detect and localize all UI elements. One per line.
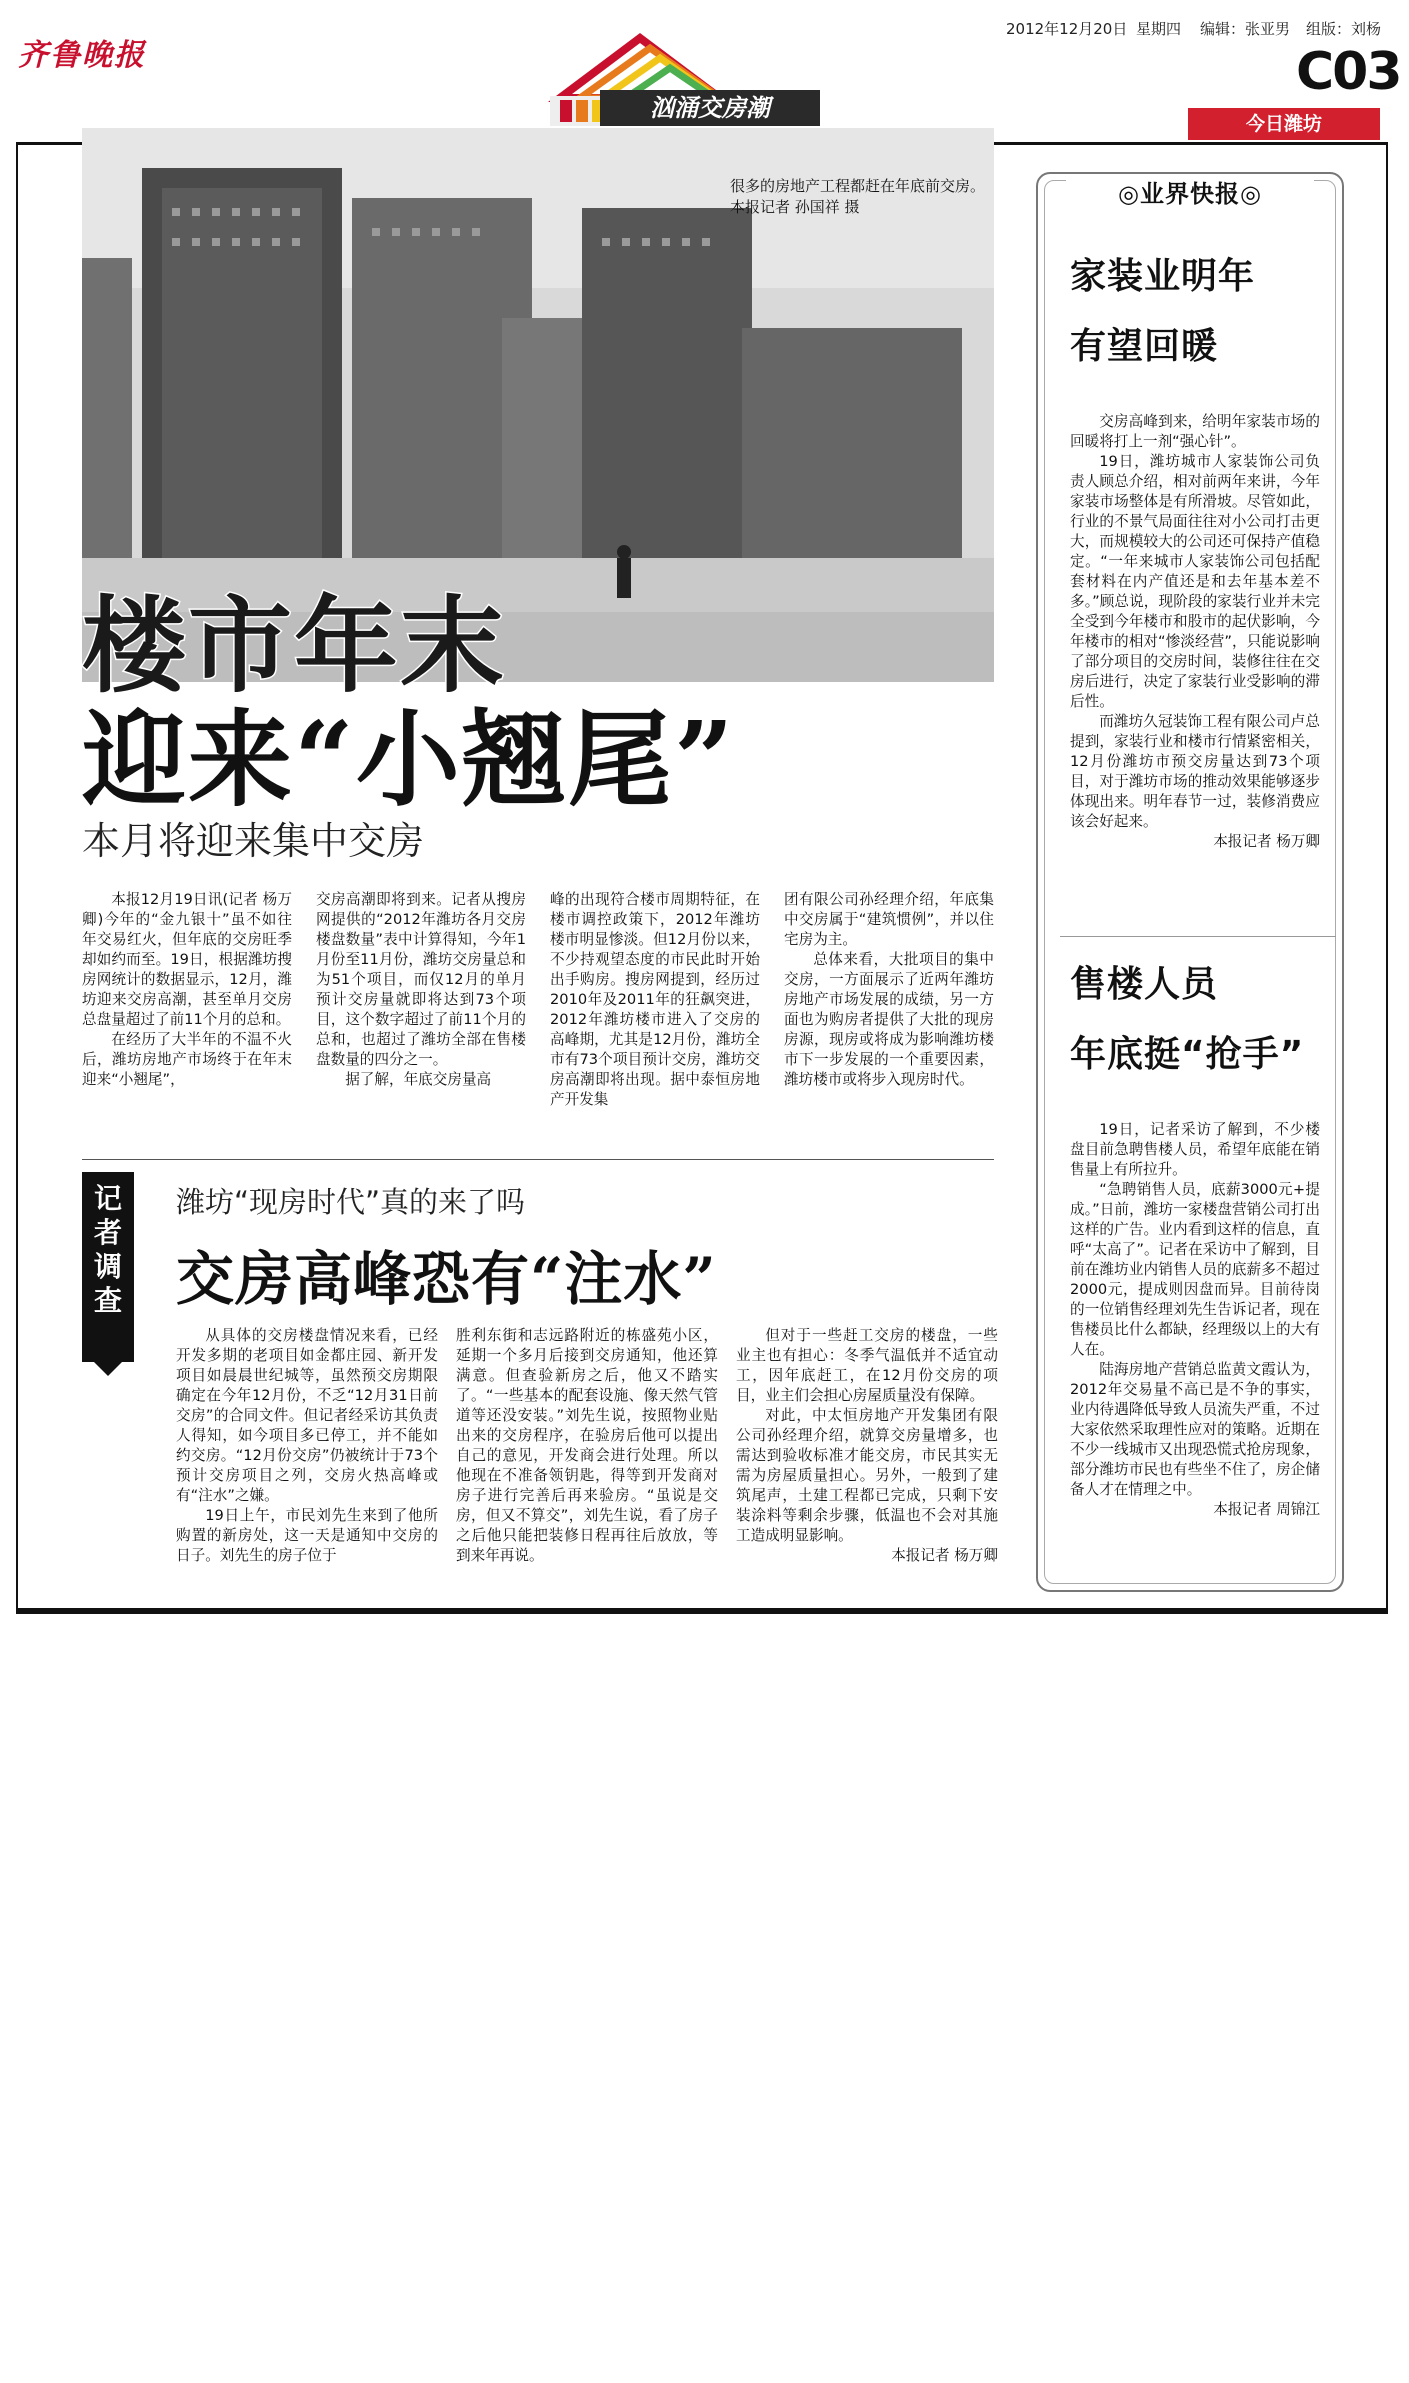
issue-weekday: 星期四 [1136,20,1182,38]
page-number: C03 [1296,42,1401,102]
lead-column-3 [550,890,760,1110]
second-byline: 本报记者 杨万卿 [891,1547,998,1564]
second-story-headline: 交房高峰恐有“注水” [176,1245,717,1313]
editor-credit: 编辑：张亚男 [1200,20,1291,38]
second-column-3 [736,1326,998,1566]
sidebar-paragraph: 19日，记者采访了解到，不少楼盘目前急聘售楼人员，希望年底能在销售量上有所拉升。 [1070,1121,1320,1178]
sidebar-story2-body [1070,1120,1320,1520]
reporter-investigation-tag: 记者调查 [82,1172,134,1362]
lead-paragraph: 团有限公司孙经理介绍，年底集中交房属于“建筑惯例”，并以住宅房为主。 [784,891,994,948]
story-divider [82,1159,994,1160]
second-column-1 [176,1326,438,1566]
second-paragraph: 从具体的交房楼盘情况来看，已经开发多期的老项目如金都庄园、新开发项目如晨晨世纪城等，虽然预交房期限确定在今年12月份，不乏“12月31日前交房”的合同文件。但记者经采访其负责人得知，如今项目多已停工，并不能如约交房。“12月份交房”仍被统计于73个预计交房项目之列，交房火热高峰或有“注水”之嫌。 [176,1327,438,1504]
tag-pointer-icon [82,1350,134,1376]
second-story-kicker: 潍坊“现房时代”真的来了吗 [176,1185,526,1219]
sidebar-story2-headline-2: 年底挺“抢手” [1070,1034,1305,1075]
layout-credit: 组版：刘杨 [1306,20,1382,38]
sidebar-separator [1060,936,1336,937]
lead-paragraph: 峰的出现符合楼市周期特征，在楼市调控政策下，2012年潍坊楼市明显惨淡。但12月份以来，不少持观望态度的市民此时开始出手购房。搜房网提到，经历过2010年及2011年的狂飙突进，2012年潍坊楼市进入了交房的高峰期，尤其是12月份，潍坊全市有73个项目预计交房，潍坊交房高潮即将出现。据中泰恒房地产开发集 [550,891,760,1108]
photo-caption: 很多的房地产工程都赶在年底前交房。 本报记者 孙国祥 摄 [730,177,986,216]
lead-paragraph: 据了解，年底交房量高 [345,1071,492,1088]
sidebar-story2-headline-1: 售楼人员 [1070,964,1219,1005]
sidebar-paragraph: 而潍坊久冠装饰工程有限公司卢总提到，家装行业和楼市行情紧密相关，12月份潍坊市预交房量达到73个项目，对于潍坊市场的推动效果能够逐步体现出来。明年春节一过，装修消费应该会好起来。 [1070,713,1320,830]
headline-line-2: 迎来“小翘尾” [82,698,736,821]
sidebar-paragraph: 陆海房地产营销总监黄文霞认为，2012年交易量不高已是不争的事实，业内待遇降低导致人员流失严重，不过大家依然采取理性应对的策略。近期在不少一线城市又出现恐慌式抢房现象，部分潍坊市民也有些坐不住了，房企储备人才在情理之中。 [1070,1361,1320,1498]
frame-left-rule [16,142,18,1612]
lead-paragraph: 在经历了大半年的不温不火后，潍坊房地产市场终于在年末迎来“小翘尾”， [82,1031,292,1088]
sidebar-story2-byline: 本报记者 周锦江 [1213,1501,1320,1518]
lead-paragraph: 本报12月19日讯(记者 杨万卿)今年的“金九银十”虽不如往年交易红火，但年底的交房旺季却如约而至。19日，根据潍坊搜房网统计的数据显示，12月，潍坊迎来交房高潮，甚至单月交房总盘量超过了前11个月的总和。 [82,891,292,1028]
second-paragraph: 胜利东街和志远路附近的栋盛苑小区，延期一个多月后接到交房通知，他还算满意。但查验新房之后，他又不踏实了。“一些基本的配套设施、像天然气管道等还没安装。”刘先生说，按照物业贴出来的交房程序，在验房后他可以提出自己的意见，开发商会进行处理。所以他现在不准备领钥匙，得等到开发商对房子进行完善后再来验房。“虽说是交房，但又不算交”，刘先生说，看了房子之后他只能把装修日程再往后放放，等到来年再说。 [456,1327,718,1564]
issue-date: 2012年12月20日 [1006,20,1128,38]
sidebar-paragraph: “急聘销售人员，底薪3000元+提成。”日前，潍坊一家楼盘营销公司打出这样的广告。业内看到这样的信息，直呼“太高了”。记者在采访中了解到，目前在潍坊业内销售人员的底薪多不超过2000元，提成则因盘而异。目前待岗的一位销售经理刘先生告诉记者，现在售楼员比什么都缺，经理级以上的大有人在。 [1070,1181,1320,1358]
second-paragraph: 19日上午，市民刘先生来到了他所购置的新房处，这一天是通知中交房的日子。刘先生的房子位于 [176,1507,438,1564]
sidebar-story1-headline-2: 有望回暖 [1070,326,1219,367]
second-column-2 [456,1326,718,1566]
lead-paragraph: 交房高潮即将到来。记者从搜房网提供的“2012年潍坊各月交房楼盘数量”表中计算得知，今年1月份至11月份，潍坊交房量总和为51个项目，而仅12月的单月预计交房量就即将达到73个项目，这个数字超过了前11个月的总和，也超过了潍坊全部在售楼盘数量的四分之一。 [316,891,526,1068]
feature-label: 汹涌交房潮 [600,90,820,126]
lead-column-2 [316,890,526,1090]
sidebar-story1-body [1070,412,1320,852]
headline-line-1: 楼市年末 [82,584,507,707]
lead-column-4 [784,890,994,1090]
subheadline: 本月将迎来集中交房 [82,819,425,863]
second-paragraph: 但对于一些赶工交房的楼盘，一些业主也有担心：冬季气温低并不适宜动工，因年底赶工，在12月份交房的项目，业主们会担心房屋质量没有保障。 [736,1327,998,1404]
section-tab: 今日潍坊 [1188,108,1380,140]
frame-right-rule [1386,142,1388,1614]
sidebar-story1-headline-1: 家装业明年 [1070,256,1256,297]
sidebar-story1-byline: 本报记者 杨万卿 [1213,833,1320,850]
lead-column-1 [82,890,292,1090]
sidebar-title: ◎业界快报◎ [1066,174,1314,214]
frame-bottom-rule [16,1608,1388,1614]
lead-paragraph: 总体来看，大批项目的集中交房，一方面展示了近两年潍坊房地产市场发展的成绩，另一方面也为购房者提供了大批的现房房源，现房或将成为影响潍坊楼市下一步发展的一个重要因素，潍坊楼市或将步入现房时代。 [784,951,994,1088]
sidebar-paragraph: 交房高峰到来，给明年家装市场的回暖将打上一剂“强心针”。 [1070,413,1320,450]
sidebar-paragraph: 19日，潍坊城市人家装饰公司负责人顾总介绍，相对前两年来讲，今年家装市场整体是有所滑坡。尽管如此，行业的不景气局面往往对小公司打击更大，而规模较大的公司还可保持产值稳定。“一年来城市人家装饰公司包括配套材料在内产值还是和去年基本差不多。”顾总说，现阶段的家装行业并未完全受到今年楼市和股市的起伏影响，今年楼市的相对“惨淡经营”，只能说影响了部分项目的交房时间，装修往往在交房后进行，决定了家装行业受影响的滞后性。 [1070,453,1320,710]
newspaper-logo: 齐鲁晚报 [18,38,146,73]
second-paragraph: 对此，中太恒房地产开发集团有限公司孙经理介绍，就算交房量增多，也需达到验收标准才能交房，市民其实无需为房屋质量担心。另外，一般到了建筑尾声，土建工程都已完成，只剩下安装涂料等剩余步骤，低温也不会对其施工造成明显影响。 [736,1407,998,1544]
